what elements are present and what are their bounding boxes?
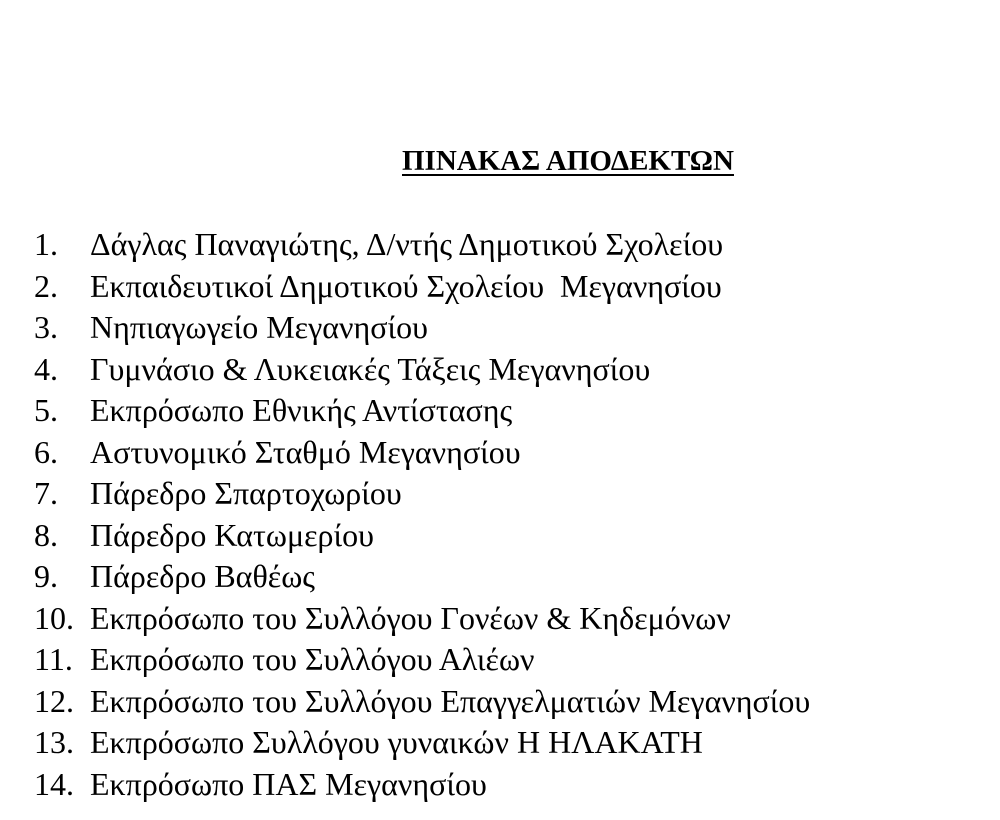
list-item	[34, 556, 810, 598]
list-item	[34, 639, 810, 681]
list-item-text: Εκπρόσωπο Εθνικής Αντίστασης	[90, 392, 513, 428]
list-item-text: Πάρεδρο Κατωμερίου	[90, 516, 374, 553]
list-item-number: 6.	[34, 433, 58, 470]
document-title: ΠΙΝΑΚΑΣ ΑΠΟΔΕΚΤΩΝ	[402, 145, 734, 177]
list-item	[34, 473, 810, 515]
list-item-number: 14.	[34, 765, 74, 802]
list-item-number: 9.	[34, 558, 58, 594]
list-item-number: 13.	[34, 724, 74, 760]
list-item-number: 1.	[34, 226, 58, 262]
list-item	[34, 266, 810, 308]
list-item-text: Πάρεδρο Βαθέως	[90, 558, 315, 594]
list-item	[34, 349, 810, 391]
list-item-text: Εκπρόσωπο του Συλλόγου Γονέων & Κηδεμόνων	[90, 599, 731, 636]
list-item	[34, 390, 810, 432]
list-item	[34, 722, 810, 764]
list-item-number: 2.	[34, 267, 58, 304]
list-item	[34, 307, 810, 349]
list-item-number: 7.	[34, 475, 58, 511]
list-item	[34, 681, 810, 723]
list-item-number: 3.	[34, 309, 58, 345]
list-item-text: Εκπρόσωπο Συλλόγου γυναικών Η ΗΛΑΚΑΤΗ	[90, 724, 703, 760]
list-item-text: Δάγλας Παναγιώτης, Δ/ντής Δημοτικού Σχολείου	[90, 226, 724, 262]
list-item-number: 11.	[34, 641, 73, 677]
list-item	[34, 224, 810, 266]
list-item-text: Εκπρόσωπο ΠΑΣ Μεγανησίου	[90, 765, 487, 802]
list-item-number: 5.	[34, 392, 58, 428]
list-item-number: 12.	[34, 682, 74, 719]
list-item	[34, 515, 810, 557]
list-item	[34, 432, 810, 474]
list-item	[34, 598, 810, 640]
list-item	[34, 764, 810, 806]
list-item-text: Γυμνάσιο & Λυκειακές Τάξεις Μεγανησίου	[90, 350, 651, 387]
list-item-text: Εκπρόσωπο του Συλλόγου Επαγγελματιών Μεγανησίου	[90, 682, 811, 719]
list-item-text: Αστυνομικό Σταθμό Μεγανησίου	[90, 433, 521, 470]
list-item-number: 8.	[34, 516, 58, 553]
list-item-text: Εκπαιδευτικοί Δημοτικού Σχολείου Μεγανησίου	[90, 267, 722, 304]
list-item-text: Εκπρόσωπο του Συλλόγου Αλιέων	[90, 641, 535, 677]
list-item-text: Πάρεδρο Σπαρτοχωρίου	[90, 475, 402, 511]
list-item-text: Νηπιαγωγείο Μεγανησίου	[90, 309, 428, 345]
list-item-number: 10.	[34, 599, 74, 636]
list-item-number: 4.	[34, 350, 58, 387]
recipient-list	[34, 224, 810, 805]
